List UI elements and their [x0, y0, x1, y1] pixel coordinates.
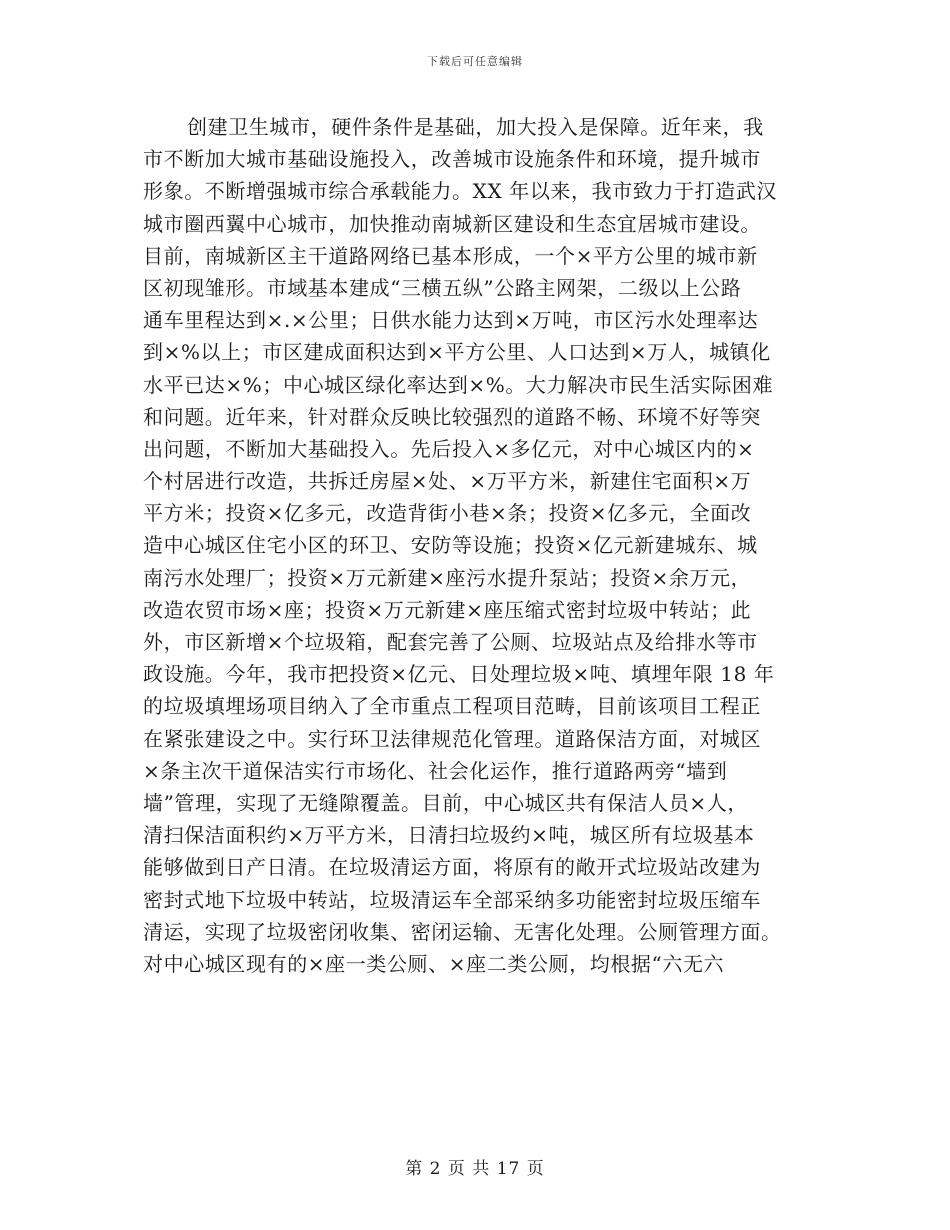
- body-paragraph: [143, 111, 803, 980]
- text-line: 到×%以上；市区建成面积达到×平方公里、人口达到×万人，城镇化: [143, 340, 771, 365]
- text-line: 形象。不断增强城市综合承载能力。XX 年以来，我市致力于打造武汉: [143, 179, 778, 204]
- text-line: 通车里程达到×.×公里；日供水能力达到×万吨，市区污水处理率达: [143, 308, 759, 333]
- text-line: 平方米；投资×亿多元，改造背街小巷×条；投资×亿多元，全面改: [143, 501, 752, 526]
- text-line: 外，市区新增×个垃圾箱，配套完善了公厕、垃圾站点及给排水等市: [143, 630, 758, 654]
- page-number: 第 2 页 共 17 页: [405, 1159, 545, 1179]
- text-line: 水平已达×%；中心城区绿化率达到×%。大力解决市民生活实际困难: [143, 372, 774, 397]
- text-line: 的垃圾填埋场项目纳入了全市重点工程项目范畴，目前该项目工程正: [143, 694, 761, 719]
- text-line: 区初现雏形。市域基本建成“三横五纵”公路主网架，二级以上公路: [143, 275, 742, 300]
- text-line: 南污水处理厂；投资×万元新建×座污水提升泵站；投资×余万元，: [143, 565, 752, 590]
- text-line: 密封式地下垃圾中转站，垃圾清运车全部采纳多功能密封垃圾压缩车: [143, 887, 761, 912]
- text-line: 创建卫生城市，硬件条件是基础，加大投入是保障。近年来，我: [187, 115, 764, 139]
- text-line: 和问题。近年来，针对群众反映比较强烈的道路不畅、环境不好等突: [143, 404, 761, 429]
- text-line: 墙”管理，实现了无缝隙覆盖。目前，中心城区共有保洁人员×人，: [143, 790, 748, 815]
- text-line: 对中心城区现有的×座一类公厕、×座二类公厕，均根据“六无六: [143, 951, 725, 976]
- text-line: 市不断加大城市基础设施投入，改善城市设施条件和环境，提升城市: [143, 147, 761, 172]
- text-line: ×条主次干道保洁实行市场化、社会化运作，推行道路两旁“墙到: [143, 758, 728, 783]
- text-line: 城市圈西翼中心城市，加快推动南城新区建设和生态宜居城市建设。: [143, 211, 761, 236]
- text-line: 造中心城区住宅小区的环卫、安防等设施；投资×亿元新建城东、城: [143, 533, 758, 558]
- text-line: 出问题，不断加大基础投入。先后投入×多亿元，对中心城区内的×: [143, 436, 755, 461]
- text-line: 政设施。今年，我市把投资×亿元、日处理垃圾×吨、填埋年限 18 年: [143, 662, 775, 687]
- text-line: 能够做到日产日清。在垃圾清运方面，将原有的敞开式垃圾站改建为: [143, 855, 761, 880]
- text-line: 清扫保洁面积约×万平方米，日清扫垃圾约×吨，城区所有垃圾基本: [143, 823, 755, 848]
- text-line: 清运，实现了垃圾密闭收集、密闭运输、无害化处理。公厕管理方面。: [143, 919, 782, 944]
- text-line: 目前，南城新区主干道路网络已基本形成，一个×平方公里的城市新: [143, 243, 758, 268]
- header-note: 下载后可任意编辑: [427, 55, 523, 68]
- text-line: 改造农贸市场×座；投资×万元新建×座压缩式密封垃圾中转站；此: [143, 597, 752, 622]
- text-line: 在紧张建设之中。实行环卫法律规范化管理。道路保洁方面，对城区: [143, 726, 761, 751]
- text-line: 个村居进行改造，共拆迁房屋×处、×万平方米，新建住宅面积×万: [143, 469, 752, 494]
